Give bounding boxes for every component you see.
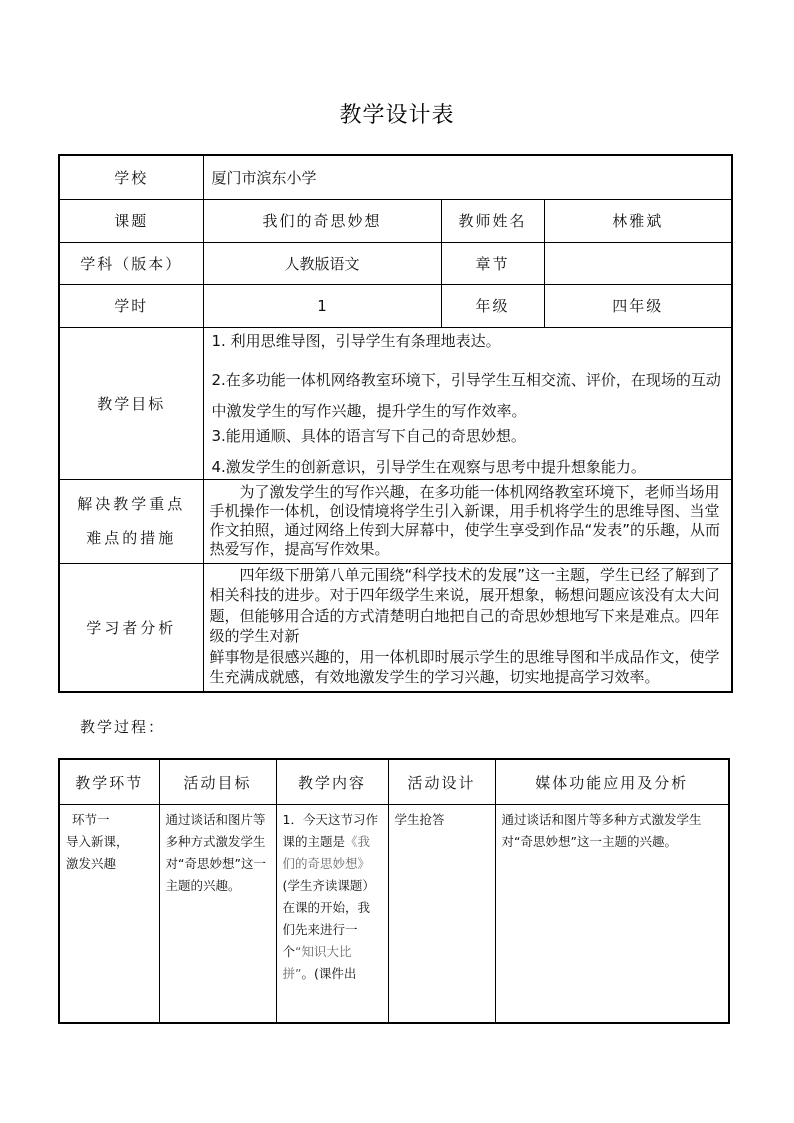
content-part-e: 。(课件出 bbox=[301, 966, 357, 981]
process-table bbox=[58, 758, 730, 1024]
goal-item: 4.激发学生的创新意识，引导学生在观察与思考中提升想象能力。 bbox=[211, 457, 646, 476]
table-row bbox=[59, 805, 729, 1023]
design-info-table bbox=[58, 154, 733, 693]
analysis-label: 学习者分析 bbox=[59, 563, 203, 692]
teacher-value: 林雅斌 bbox=[544, 199, 732, 242]
grade-label: 年级 bbox=[441, 284, 544, 327]
stage-cell bbox=[59, 805, 159, 1023]
header-content: 教学内容 bbox=[276, 759, 388, 805]
goal-item: 3.能用通顺、具体的语言写下自己的奇思妙想。 bbox=[211, 426, 526, 445]
subject-label: 学科（版本） bbox=[59, 242, 203, 284]
media-cell: 通过谈话和图片等多种方式激发学生对“奇思妙想”这一主题的兴趣。 bbox=[495, 805, 729, 1023]
measures-label bbox=[59, 479, 203, 563]
measures-label-line2: 难点的措施 bbox=[86, 529, 177, 547]
grade-value: 四年级 bbox=[544, 284, 732, 327]
analysis-paragraph-1: 四年级下册第八单元围绕“科学技术的发展”这一主题，学生已经了解到了相关科技的进步。对于四年级学生来说，展开想象，畅想问题应该没有太大问题，但能够用合适的方式清楚明白地把自己的奇思妙想地写下来是难点。四年级的学生对新 bbox=[209, 565, 721, 645]
hours-label: 学时 bbox=[59, 284, 203, 327]
header-stage: 教学环节 bbox=[59, 759, 159, 805]
chapter-value bbox=[544, 242, 732, 284]
content-part-c: (学生齐读课题）在课的开始，我们先来进行一个 bbox=[282, 878, 375, 959]
stage-line2: 导入新课， bbox=[66, 834, 129, 849]
stage-line1: 环节一 bbox=[72, 812, 110, 827]
page-title: 教学设计表 bbox=[339, 103, 455, 128]
goals-list bbox=[203, 327, 732, 479]
goal-item: 2.在多功能一体机网络教室环境下，引导学生互相交流、评价，在现场的互动中激发学生的写作兴趣，提升学生的写作效率。 bbox=[211, 370, 721, 420]
school-label: 学校 bbox=[59, 155, 203, 199]
subject-value: 人教版语文 bbox=[203, 242, 441, 284]
process-heading: 教学过程： bbox=[80, 718, 166, 736]
hours-value: 1 bbox=[203, 284, 441, 327]
stage-line3: 激发兴趣 bbox=[66, 856, 117, 871]
content-part-b: 《我们的奇思妙想》 bbox=[282, 834, 371, 871]
analysis-paragraph-2: 鲜事物是很感兴趣的，用一体机即时展示学生的思维导图和半成品作文，使学生充满成就感，有效地激发学生的学习兴趣，切实地提高学习效率。 bbox=[209, 647, 720, 686]
content-cell bbox=[276, 805, 388, 1023]
topic-label: 课题 bbox=[59, 199, 203, 242]
topic-value: 我们的奇思妙想 bbox=[203, 199, 441, 242]
goal-cell: 通过谈话和图片等多种方式激发学生对“奇思妙想”这一主题的兴趣。 bbox=[159, 805, 276, 1023]
goal-item: 1. 利用思维导图，引导学生有条理地表达。 bbox=[211, 331, 501, 350]
header-media: 媒体功能应用及分析 bbox=[495, 759, 729, 805]
school-value: 厦门市滨东小学 bbox=[203, 155, 732, 199]
goals-label: 教学目标 bbox=[59, 327, 203, 479]
content-part-a: 1．今天这节习作课的主题是 bbox=[282, 812, 378, 849]
design-cell: 学生抢答 bbox=[388, 805, 495, 1023]
analysis-text bbox=[203, 563, 732, 692]
header-design: 活动设计 bbox=[388, 759, 495, 805]
content-part-d: “知识大比拼” bbox=[282, 944, 352, 981]
measures-text: 为了激发学生的写作兴趣，在多功能一体机网络教室环境下，老师当场用手机操作一体机，创设情境将学生引入新课，用手机将学生的思维导图、当堂作文拍照，通过网络上传到大屏幕中，使学生享受到作品“发表”的乐趣，从而热爱写作，提高写作效果。 bbox=[203, 479, 732, 563]
chapter-label: 章节 bbox=[441, 242, 544, 284]
teacher-label: 教师姓名 bbox=[441, 199, 544, 242]
header-goal: 活动目标 bbox=[159, 759, 276, 805]
measures-label-line1: 解决教学重点 bbox=[77, 495, 186, 513]
